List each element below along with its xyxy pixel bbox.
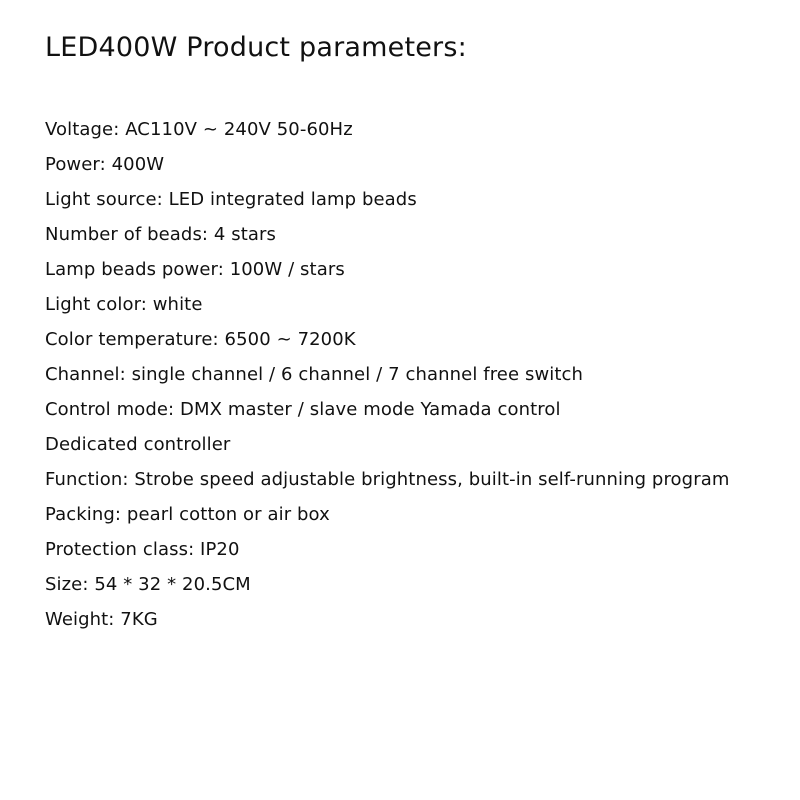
param-light-source: Light source: LED integrated lamp beads bbox=[45, 189, 417, 210]
param-dedicated-controller: Dedicated controller bbox=[45, 434, 231, 455]
param-number-of-beads: Number of beads: 4 stars bbox=[45, 224, 277, 245]
param-function: Function: Strobe speed adjustable brightness, built-in self-running program bbox=[45, 469, 730, 490]
param-lamp-beads-power: Lamp beads power: 100W / stars bbox=[45, 259, 345, 280]
param-packing: Packing: pearl cotton or air box bbox=[45, 504, 330, 525]
param-size: Size: 54 * 32 * 20.5CM bbox=[45, 574, 251, 595]
param-power: Power: 400W bbox=[45, 154, 165, 175]
param-control-mode: Control mode: DMX master / slave mode Yamada control bbox=[45, 399, 561, 420]
param-color-temperature: Color temperature: 6500 ~ 7200K bbox=[45, 329, 356, 350]
page-title: LED400W Product parameters: bbox=[45, 32, 467, 63]
param-channel: Channel: single channel / 6 channel / 7 channel free switch bbox=[45, 364, 584, 385]
param-light-color: Light color: white bbox=[45, 294, 203, 315]
param-protection-class: Protection class: IP20 bbox=[45, 539, 240, 560]
parameter-list bbox=[45, 112, 785, 637]
param-weight: Weight: 7KG bbox=[45, 609, 158, 630]
param-voltage: Voltage: AC110V ~ 240V 50-60Hz bbox=[45, 119, 353, 140]
